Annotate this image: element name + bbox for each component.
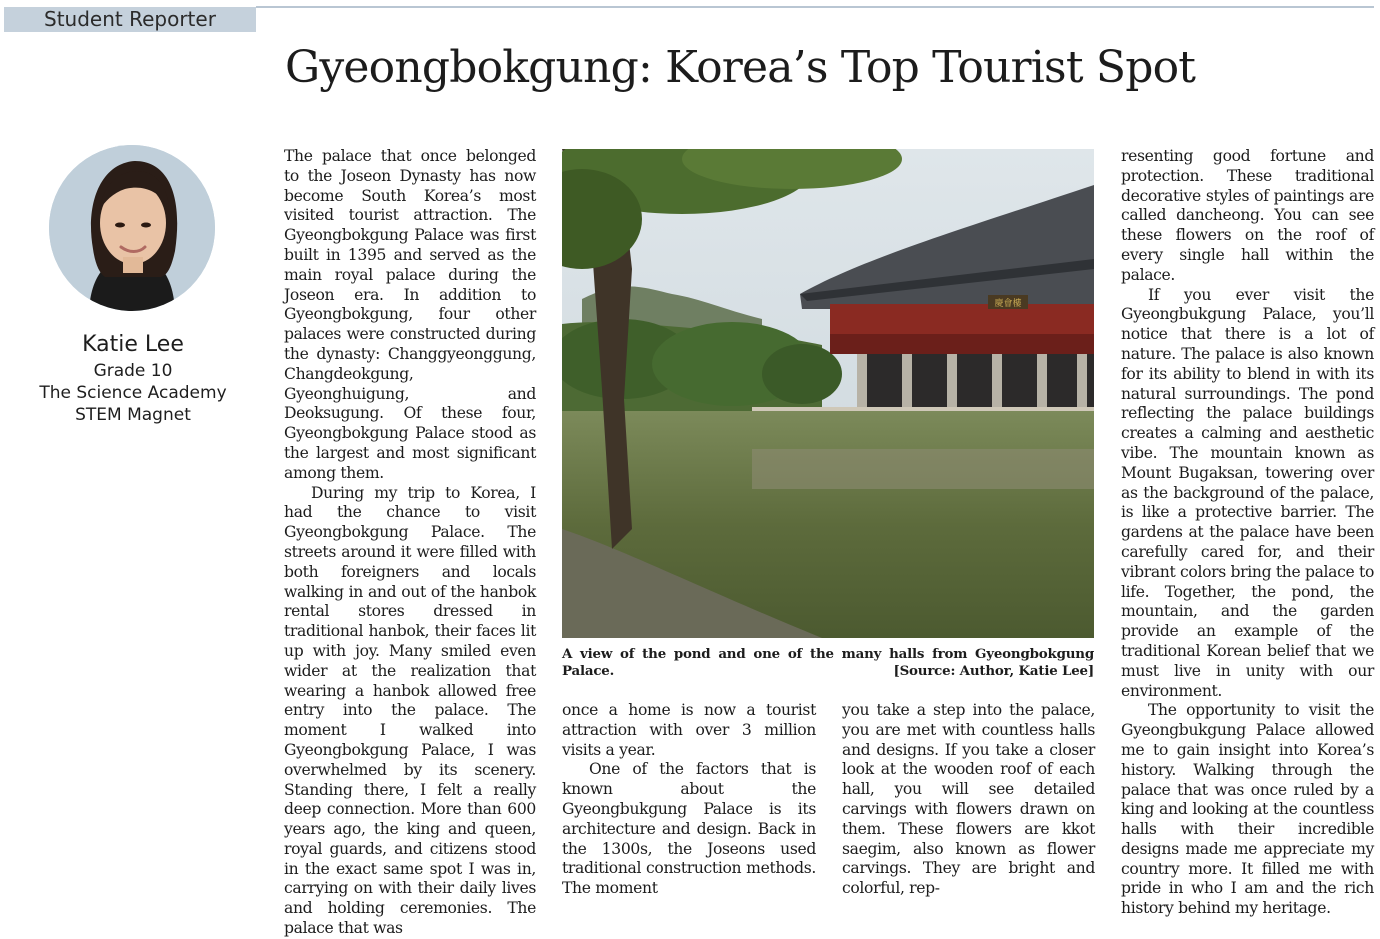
author-name: Katie Lee [82, 332, 184, 357]
header-rule [256, 6, 1374, 8]
author-byline [4, 330, 262, 426]
article-column-1 [284, 147, 536, 939]
author-school: The Science Academy [39, 383, 227, 403]
section-tag: Student Reporter [4, 7, 256, 32]
paragraph: The opportunity to visit the Gyeongbukgung Palace allowed me to gain insight into Korea’s history. Walking through the palace that was once ruled by a king and looking at the countless halls with their incredible designs made me appreciate my country more. It filled me with pride in who I am and the rich history behind my heritage. [1121, 701, 1374, 918]
author-portrait-illustration [49, 145, 215, 311]
author-program: STEM Magnet [75, 405, 191, 425]
paragraph: you take a step into the palace, you are met with countless halls and designs. If you take a closer look at the wooden roof of each hall, you will see detailed carvings with flowers drawn on them. These flowers are kkot saegim, also known as flower carvings. They are bright and colorful, rep- [842, 701, 1095, 898]
photo-caption-text: A view of the pond and one of the many halls from Gyeongbokgung Palace. [562, 646, 1094, 679]
article-column-3 [842, 701, 1095, 899]
article-column-4 [1121, 147, 1374, 919]
paragraph: If you ever visit the Gyeongbukgung Palace, you’ll notice that there is a lot of nature. The palace is also known for its ability to blend in with its natural surroundings. The pond reflecting the palace buildings creates a calming and aesthetic vibe. The mountain known as Mount Bugaksan, towering over as the background of the palace, is like a protective barrier. The gardens at the palace have been carefully cared for, and their vibrant colors bring the palace to life. Together, the pond, the mountain, and the garden provide an example of the traditional Korean belief that we must live in unity with our environment. [1121, 285, 1374, 700]
article-headline: Gyeongbokgung: Korea’s Top Tourist Spot [285, 42, 1196, 93]
paragraph: resenting good fortune and protection. These traditional decorative styles of paintings are called dancheong. You can see these flowers on the roof of every single hall within the palace. [1121, 147, 1374, 284]
author-grade: Grade 10 [93, 361, 173, 381]
paragraph: once a home is now a tourist attraction with over 3 million visits a year. [562, 701, 816, 759]
article-column-2 [562, 701, 816, 899]
article-photo [562, 149, 1094, 638]
photo-source: [Source: Author, Katie Lee] [893, 663, 1094, 679]
photo-caption [562, 646, 1094, 680]
paragraph: During my trip to Korea, I had the chance to visit Gyeongbokgung Palace. The streets around it were filled with both foreigners and locals walking in and out of the hanbok rental stores dressed in traditional hanbok, their faces lit up with joy. Many smiled even wider at the realization that wearing a hanbok allowed free entry into the palace. The moment I walked into Gyeongbokgung Palace, I was overwhelmed by its scenery. Standing there, I felt a really deep connection. More than 600 years ago, the king and queen, royal guards, and citizens stood in the exact same spot I was in, carrying on with their daily lives and holding ceremonies. The palace that was [284, 483, 536, 938]
paragraph: One of the factors that is known about the Gyeongbukgung Palace is its architecture and design. Back in the 1300s, the Joseons used traditional construction methods. The moment [562, 760, 816, 898]
paragraph: The palace that once belonged to the Joseon Dynasty has now become South Korea’s most visited tourist attraction. The Gyeongbokgung Palace was first built in 1395 and served as the main royal palace during the Joseon era. In addition to Gyeongbokgung, four other palaces were constructed during the dynasty: Changgyeonggung, Changdeokgung, Gyeonghuigung, and Deoksugung. Of these four, Gyeongbokgung Palace stood as the largest and most significant among them. [284, 147, 536, 482]
palace-signboard-text: 慶會樓 [994, 299, 1022, 309]
author-avatar [49, 145, 215, 311]
palace-pond-photo [562, 149, 1094, 638]
